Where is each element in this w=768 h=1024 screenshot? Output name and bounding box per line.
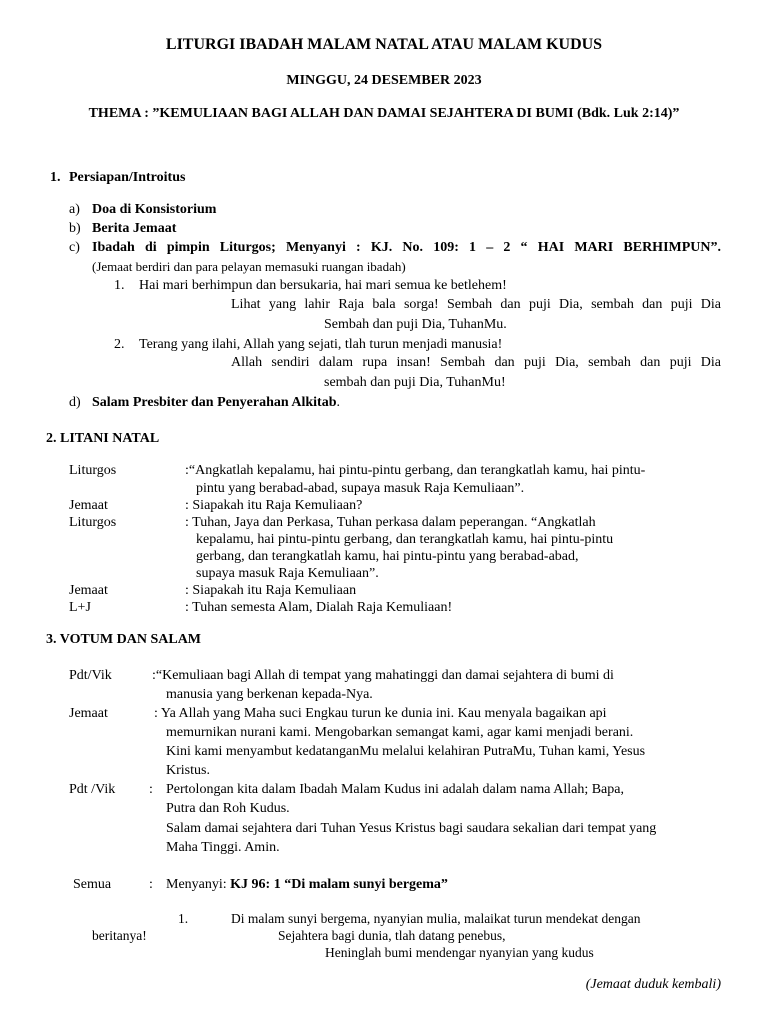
item-d-marker: d) [69, 395, 81, 410]
document-date: MINGGU, 24 DESEMBER 2023 [286, 73, 482, 88]
votum-response-3-line-2: Putra dan Roh Kudus. [166, 801, 290, 816]
item-a-text: Doa di Konsistorium [92, 202, 217, 217]
song-verse-line-2-start: beritanya! [92, 928, 147, 943]
item-c-note: (Jemaat berdiri dan para pelayan memasuki ruangan ibadah) [92, 259, 406, 274]
votum-response-1-line-2: manusia yang berkenan kepada-Nya. [166, 687, 373, 702]
section-1-heading: Persiapan/Introitus [69, 170, 186, 185]
document-theme: THEMA : ”KEMULIAAN BAGI ALLAH DAN DAMAI SEJAHTERA DI BUMI (Bdk. Luk 2:14)” [88, 106, 680, 121]
votum-response-2-line-2: memurnikan nurani kami. Mengobarkan semangat kami, agar kami menjadi berani. [166, 725, 634, 740]
section-3-number: 3 [46, 632, 53, 647]
item-c-text: Ibadah di pimpin Liturgos; Menyanyi : KJ. No. 109: 1 – 2 “ HAI MARI BERHIMPUN”. [92, 240, 721, 255]
song-verse-line-1: Di malam sunyi bergema, nyanyian mulia, malaikat turun mendekat dengan [231, 911, 641, 926]
votum-speaker-3: Pdt /Vik [69, 782, 116, 797]
litany-response-5-line-1: : Tuhan semesta Alam, Dialah Raja Kemuliaan! [185, 600, 453, 615]
votum-response-3-line-3: Salam damai sejahtera dari Tuhan Yesus Kristus bagi saudara sekalian dari tempat yang [166, 821, 657, 836]
votum-response-1-line-1: :“Kemuliaan bagi Allah di tempat yang mahatinggi dan damai sejahtera di bumi di [152, 668, 614, 683]
votum-response-2-line-3: Kini kami menyambut kedatanganMu melalui kelahiran PutraMu, Tuhan kami, Yesus [166, 744, 646, 759]
song-verse-number: 1. [178, 911, 189, 926]
litany-speaker-5: L+J [69, 600, 91, 615]
litany-response-1-line-1: :“Angkatlah kepalamu, hai pintu-pintu gerbang, dan terangkatlah kamu, hai pintu- [185, 463, 646, 478]
section-3-heading [46, 631, 201, 649]
item-c-marker: c) [69, 240, 80, 255]
litany-speaker-2: Jemaat [69, 498, 108, 513]
votum-response-3-line-4: Maha Tinggi. Amin. [166, 840, 280, 855]
votum-response-3-line-1: Pertolongan kita dalam Ibadah Malam Kudus ini adalah dalam nama Allah; Bapa, [166, 782, 624, 797]
litany-response-3-line-1: : Tuhan, Jaya dan Perkasa, Tuhan perkasa dalam peperangan. “Angkatlah [185, 515, 596, 530]
votum-colon-3: : [149, 782, 153, 797]
hymn-verse-1-line-2: Lihat yang lahir Raja bala sorga! Sembah dan puji Dia, sembah dan puji Dia [231, 297, 721, 312]
item-d-text-wrap [92, 394, 340, 412]
votum-response-2-line-1: : Ya Allah yang Maha suci Engkau turun ke dunia ini. Kau menyala bagaikan api [154, 706, 607, 721]
hymn-verse-2-line-2: Allah sendiri dalam rupa insan! Sembah dan puji Dia, sembah dan puji Dia [231, 355, 721, 370]
item-a-marker: a) [69, 202, 80, 217]
document-title: LITURGI IBADAH MALAM NATAL ATAU MALAM KUDUS [165, 36, 603, 53]
votum-response-2-line-4: Kristus. [166, 763, 210, 778]
litany-response-2-line-1: : Siapakah itu Raja Kemuliaan? [185, 498, 363, 513]
item-b-marker: b) [69, 221, 81, 236]
section-1-number: 1. [50, 170, 61, 185]
hymn-verse-1-number: 1. [114, 278, 125, 293]
litany-response-3-line-4: supaya masuk Raja Kemuliaan”. [196, 566, 379, 581]
litany-response-3-line-3: gerbang, dan terangkatlah kamu, hai pintu-pintu yang berabad-abad, [196, 549, 579, 564]
song-verse-line-2: Sejahtera bagi dunia, tlah datang penebus, [278, 928, 506, 943]
litany-speaker-3: Liturgos [69, 515, 117, 530]
votum-speaker-2: Jemaat [69, 706, 108, 721]
hymn-verse-1-line-3: Sembah dan puji Dia, TuhanMu. [324, 317, 507, 332]
litany-speaker-4: Jemaat [69, 583, 108, 598]
item-b-text: Berita Jemaat [92, 221, 177, 236]
litany-response-1-line-2: pintu yang berabad-abad, supaya masuk Raja Kemuliaan”. [196, 481, 525, 496]
semua-speaker: Semua [73, 877, 112, 892]
section-2-heading: 2. LITANI NATAL [46, 431, 160, 446]
litany-response-4-line-1: : Siapakah itu Raja Kemuliaan [185, 583, 357, 598]
hymn-verse-2-line-1: Terang yang ilahi, Allah yang sejati, tlah turun menjadi manusia! [139, 337, 503, 352]
semua-prefix: Menyanyi: [166, 877, 231, 892]
song-verse-line-3: Heninglah bumi mendengar nyanyian yang kudus [325, 945, 594, 960]
votum-speaker-1: Pdt/Vik [69, 668, 112, 683]
litany-speaker-1: Liturgos [69, 463, 117, 478]
semua-instruction [166, 876, 448, 894]
item-d-period: . [336, 395, 341, 410]
closing-note: (Jemaat duduk kembali) [585, 977, 721, 992]
hymn-verse-2-line-3: sembah dan puji Dia, TuhanMu! [324, 375, 506, 390]
semua-song: KJ 96: 1 “Di malam sunyi bergema” [230, 877, 448, 892]
item-d-text: Salam Presbiter dan Penyerahan Alkitab [92, 395, 337, 410]
section-3-title: . VOTUM DAN SALAM [53, 632, 202, 647]
semua-colon: : [149, 877, 153, 892]
hymn-verse-2-number: 2. [114, 337, 125, 352]
hymn-verse-1-line-1: Hai mari berhimpun dan bersukaria, hai mari semua ke betlehem! [139, 278, 507, 293]
litany-response-3-line-2: kepalamu, hai pintu-pintu gerbang, dan terangkatlah kamu, hai pintu-pintu [196, 532, 614, 547]
